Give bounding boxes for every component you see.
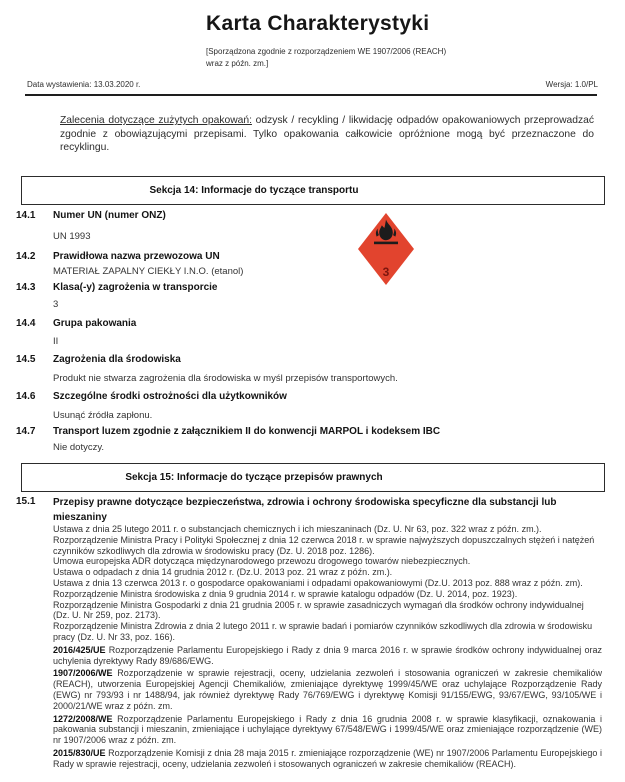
section14-item-title: Szczególne środki ostrożności dla użytkowników	[53, 391, 287, 402]
section-15-title: Sekcja 15: Informacje do tyczące przepisów prawnych	[125, 472, 383, 483]
legal-reference-paragraph: 1907/2006/WE Rozporządzenie w sprawie rejestracji, oceny, udzielania zezwoleń i stosowania ograniczeń w zakresie chemikaliów (REACH), utworzenia Europejskiej Agencji Chemikaliów, zmieniające dyrektywę 1999/45/WE oraz uchylające Rozporządzenie Rady (EWG) nr 793/93 i nr 1488/94, jak również dyrektywę Rady 76/769/EWG i dyrektywę Komisji 91/155/EWG, 93/67/EWG, 93/105/WE i 2000/21/WE wraz z późn. zm.	[53, 668, 602, 711]
section14-item-title: Transport luzem zgodnie z załącznikiem II do konwencji MARPOL i kodeksem IBC	[53, 426, 441, 437]
legal-reference-paragraph: 2015/830/UE Rozporządzenie Komisji z dnia 28 maja 2015 r. zmieniające rozporządzenie (WE) nr 1907/2006 Parlamentu Europejskiego i Rady w sprawie rejestracji, oceny, udzielania zezwoleń i stosowanych ograniczeń w zakresie chemikaliów (REACH).	[53, 747, 602, 769]
section14-item-title: Prawidłowa nazwa przewozowa UN	[53, 251, 220, 262]
section14-item-number: 14.3	[16, 282, 36, 293]
legal-reference-code: 2015/830/UE	[53, 747, 106, 758]
legal-reference-paragraph: Rozporządzenie Ministra Gospodarki z dnia 21 grudnia 2005 r. w sprawie zasadniczych wymagań dla środków ochrony indywidualnej (Dz. U. Nr 259, poz. 2173).	[53, 599, 584, 621]
section14-item-value: Produkt nie stwarza zagrożenia dla środowiska w myśl przepisów transportowych.	[53, 373, 398, 384]
section14-item-value: II	[53, 336, 59, 347]
legal-reference-paragraph: 1272/2008/WE Rozporządzenie Parlamentu Europejskiego i Rady z dnia 16 grudnia 2008 r. w sprawie klasyfikacji, oznakowania i pakowania substancji i mieszanin, zmieniające i uchylające dyrektywy 67/548/EWG i 1999/45/WE oraz zmieniające rozporządzenie (WE) nr 1907/2006 wraz z późn. zm.	[53, 713, 602, 746]
packaging-recommendation-paragraph	[60, 114, 594, 155]
section14-item-title: Grupa pakowania	[53, 318, 137, 329]
section14-item-value: Nie dotyczy.	[53, 442, 105, 453]
issue-date: Data wystawienia: 13.03.2020 r.	[27, 80, 141, 89]
legal-references	[53, 524, 602, 770]
section14-item-number: 14.2	[16, 251, 36, 262]
adr-class-3-placard	[357, 212, 415, 286]
section14-item-title: Numer UN (numer ONZ)	[53, 210, 166, 221]
legal-reference-paragraph: Ustawa o odpadach z dnia 14 grudnia 2012 r. (Dz.U. 2013 poz. 21 wraz z późn. zm.).	[53, 567, 393, 578]
page-title: Karta Charakterystyki	[206, 12, 430, 35]
section14-item-value: 3	[53, 299, 59, 310]
section-15-header-box	[21, 463, 605, 492]
legal-reference-code: 1907/2006/WE	[53, 668, 113, 679]
paragraph-lead-underlined: Zalecenia dotyczące zużytych opakowań:	[60, 115, 252, 126]
legal-reference-code: 1272/2008/WE	[53, 713, 113, 724]
section14-item-value: MATERIAŁ ZAPALNY CIEKŁY I.N.O. (etanol)	[53, 266, 244, 277]
version-label: Wersja: 1.0/PL	[545, 80, 598, 89]
section14-item-title: Klasa(-y) zagrożenia w transporcie	[53, 282, 218, 293]
legal-reference-paragraph: Rozporządzenie Ministra środowiska z dnia 9 grudnia 2014 r. w sprawie katalogu odpadów (Dz. U. 2014, poz. 1923).	[53, 588, 518, 599]
legal-reference-paragraph: Rozporządzenie Ministra Pracy i Polityki Społecznej z dnia 12 czerwca 2018 r. w sprawie najwyższych dopuszczalnych stężeń i natężeń czynników szkodliwych dla zdrowia w środowisku pracy (Dz. U. 2018 poz. 1286).	[53, 534, 595, 556]
section14-item-value: UN 1993	[53, 231, 91, 242]
section15-item-number: 15.1	[16, 496, 36, 507]
section-14-title: Sekcja 14: Informacje do tyczące transportu	[149, 185, 359, 196]
section14-item-number: 14.6	[16, 391, 36, 402]
page-subtitle: [Sporządzona zgodnie z rozporządzeniem WE 1907/2006 (REACH) wraz z późn. zm.]	[206, 47, 447, 68]
legal-reference-code: 2016/425/UE	[53, 644, 106, 655]
legal-reference-paragraph: 2016/425/UE Rozporządzenie Parlamentu Europejskiego i Rady z dnia 9 marca 2016 r. w sprawie środków ochrony indywidualnej oraz uchylenia dyrektywy Rady 89/686/EWG.	[53, 644, 602, 666]
legal-reference-paragraph: Umowa europejska ADR dotycząca międzynarodowego przewozu drogowego towarów niebezpiecznych.	[53, 556, 471, 567]
section14-item-value: Usunąć źródła zapłonu.	[53, 410, 153, 421]
section14-item-number: 14.4	[16, 318, 36, 329]
section-14-header-box	[21, 176, 605, 205]
header-divider	[25, 94, 597, 96]
section14-item-number: 14.7	[16, 426, 36, 437]
legal-reference-paragraph: Rozporządzenie Ministra Zdrowia z dnia 2 lutego 2011 r. w sprawie badań i pomiarów czynników szkodliwych dla zdrowia w środowisku pracy (Dz. U. Nr 33, poz. 166).	[53, 621, 593, 642]
legal-reference-paragraph: Ustawa z dnia 25 lutego 2011 r. o substancjach chemicznych i ich mieszaninach (Dz. U. Nr 63, poz. 322 wraz z późn. zm.).	[53, 524, 542, 534]
legal-reference-paragraph: Ustawa z dnia 13 czerwca 2013 r. o gospodarce opakowaniami i odpadami opakowaniowymi (Dz.U. 2013 poz. 888 wraz z późn. zm).	[53, 577, 583, 588]
section14-item-title: Zagrożenia dla środowiska	[53, 354, 181, 365]
paragraph-body: odzysk / recykling / likwidację odpadów opakowaniowych przeprowadzać zgodnie z obowiązującymi przepisami. Tylko opakowania całkowicie opróżnione mogą być przeznaczone do recyklingu.	[60, 115, 595, 154]
section15-item-heading: Przepisy prawne dotyczące bezpieczeństwa, zdrowia i ochrony środowiska specyficzne dla substancji lub mieszaniny	[53, 497, 557, 523]
section14-item-number: 14.5	[16, 354, 36, 365]
section14-item-number: 14.1	[16, 210, 36, 221]
placard-class-number: 3	[382, 265, 390, 279]
